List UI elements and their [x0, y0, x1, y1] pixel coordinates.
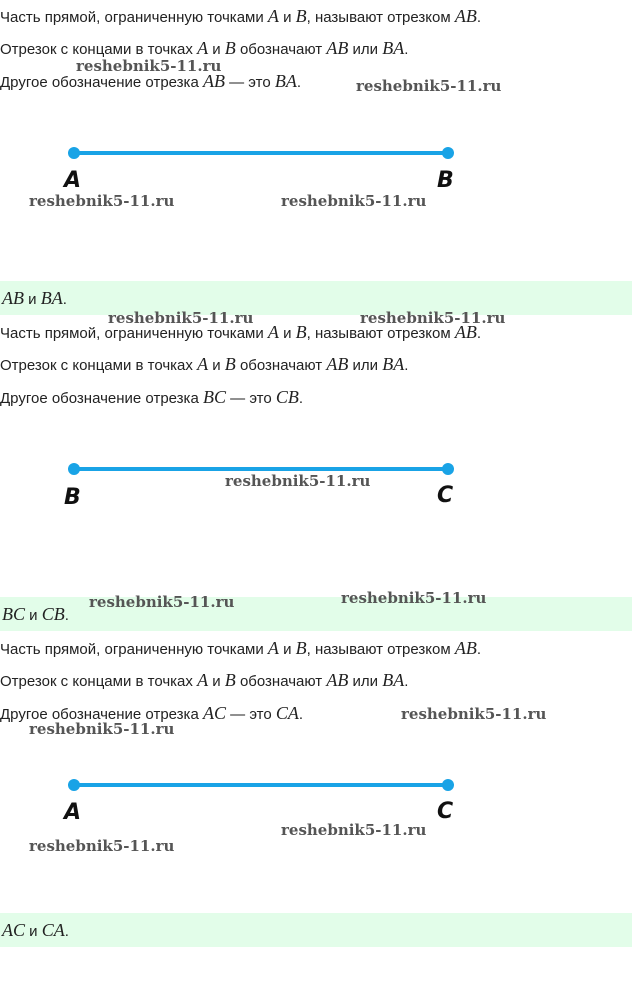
- answer-box: [0, 913, 632, 947]
- point-label: C: [437, 483, 454, 508]
- watermark: reshebnik5-11.ru: [401, 705, 547, 723]
- alternative-notation-line: Другое обозначение отрезка AC — это CA.: [0, 703, 304, 723]
- segment-line: [74, 467, 448, 471]
- notation-line: Отрезок с концами в точках A и B обозначают AB или BA.: [0, 354, 409, 374]
- point-label: A: [64, 168, 82, 193]
- segment-endpoint: [442, 147, 454, 159]
- segment-figure: [68, 145, 454, 165]
- alternative-notation-line: Другое обозначение отрезка BC — это CB.: [0, 387, 304, 407]
- watermark: reshebnik5-11.ru: [89, 593, 235, 611]
- watermark: reshebnik5-11.ru: [356, 77, 502, 95]
- answer-text: AB и BA.: [2, 288, 67, 308]
- segment-endpoint: [68, 147, 80, 159]
- definition-line: Часть прямой, ограниченную точками A и B, называют отрезком AB.: [0, 6, 482, 26]
- segment-endpoint: [68, 779, 80, 791]
- point-label: C: [437, 799, 454, 824]
- watermark: reshebnik5-11.ru: [281, 821, 427, 839]
- answer-text: BC и CB.: [2, 604, 69, 624]
- segment-endpoint: [442, 463, 454, 475]
- answer-text: AC и CA.: [2, 920, 69, 940]
- segment-figure: [68, 777, 454, 797]
- point-label: B: [437, 168, 454, 193]
- alternative-notation-line: Другое обозначение отрезка AB — это BA.: [0, 71, 302, 91]
- watermark: reshebnik5-11.ru: [108, 309, 254, 327]
- point-label: B: [64, 485, 81, 510]
- watermark: reshebnik5-11.ru: [29, 192, 175, 210]
- watermark: reshebnik5-11.ru: [29, 837, 175, 855]
- watermark: reshebnik5-11.ru: [225, 472, 371, 490]
- watermark: reshebnik5-11.ru: [341, 589, 487, 607]
- segment-endpoint: [442, 779, 454, 791]
- notation-line: Отрезок с концами в точках A и B обозначают AB или BA.: [0, 670, 409, 690]
- notation-line: Отрезок с концами в точках A и B обозначают AB или BA.: [0, 38, 409, 58]
- segment-line: [74, 151, 448, 155]
- answer-box: [0, 281, 632, 315]
- segment-line: [74, 783, 448, 787]
- definition-line: Часть прямой, ограниченную точками A и B, называют отрезком AB.: [0, 322, 482, 342]
- point-label: A: [64, 800, 82, 825]
- segment-endpoint: [68, 463, 80, 475]
- watermark: reshebnik5-11.ru: [360, 309, 506, 327]
- watermark: reshebnik5-11.ru: [281, 192, 427, 210]
- watermark: reshebnik5-11.ru: [29, 720, 175, 738]
- watermark: reshebnik5-11.ru: [76, 57, 222, 75]
- definition-line: Часть прямой, ограниченную точками A и B, называют отрезком AB.: [0, 638, 482, 658]
